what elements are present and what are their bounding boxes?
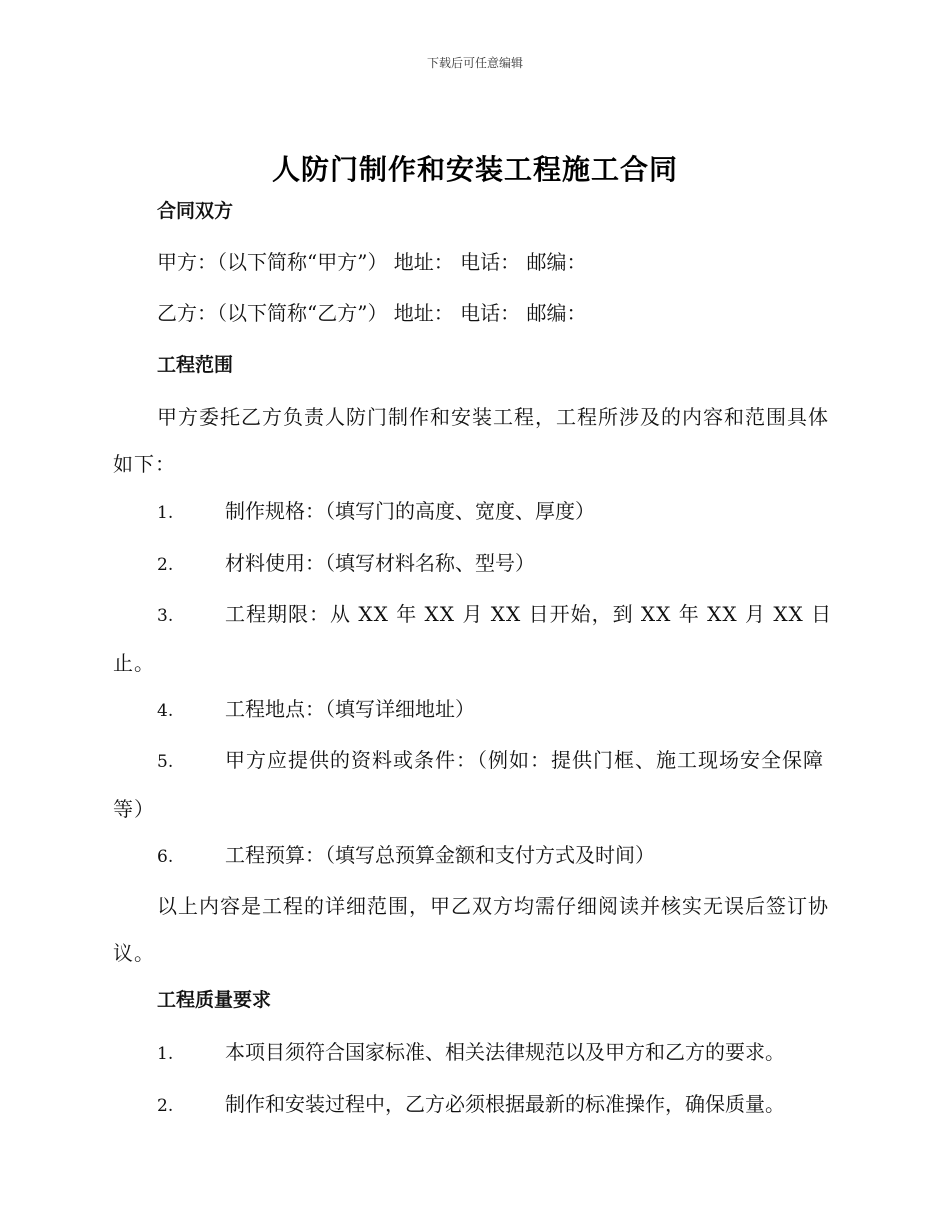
item-text: 本项目须符合国家标准、相关法律规范以及甲方和乙方的要求。 <box>225 1040 785 1064</box>
party-b-line: 乙方：（以下简称“乙方”） 地址： 电话： 邮编： <box>157 301 587 325</box>
item-number: 4. <box>157 701 174 721</box>
section-heading-parties: 合同双方 <box>157 200 234 222</box>
item-number: 6. <box>157 847 174 867</box>
scope-item <box>157 550 535 578</box>
section-heading-scope: 工程范围 <box>157 354 234 376</box>
scope-item <box>113 737 833 833</box>
item-text: 工程预算：（填写总预算金额和支付方式及时间） <box>225 843 655 867</box>
quality-item <box>157 1039 785 1067</box>
scope-closing-paragraph: 以上内容是工程的详细范围，甲乙双方均需仔细阅读并核实无误后签订协议。 <box>113 894 829 965</box>
item-number: 1. <box>157 1044 174 1064</box>
party-a-line: 甲方：（以下简称“甲方”） 地址： 电话： 邮编： <box>157 250 587 274</box>
scope-item <box>113 591 833 687</box>
item-text: 甲方应提供的资料或条件：（例如：提供门框、施工现场安全保障等） <box>113 748 824 821</box>
scope-item <box>157 498 595 526</box>
scope-intro-paragraph: 甲方委托乙方负责人防门制作和安装工程，工程所涉及的内容和范围具体如下： <box>113 405 829 476</box>
item-text: 制作规格：（填写门的高度、宽度、厚度） <box>225 499 595 523</box>
item-text: 材料使用：（填写材料名称、型号） <box>225 551 535 575</box>
item-text: 工程期限：从 XX 年 XX 月 XX 日开始，到 XX 年 XX 月 XX 日止。 <box>113 602 833 675</box>
section-heading-quality: 工程质量要求 <box>157 989 272 1011</box>
scope-item <box>157 696 475 724</box>
item-number: 2. <box>157 555 174 575</box>
header-note: 下载后可任意编辑 <box>426 56 523 70</box>
item-number: 1. <box>157 503 174 523</box>
item-text: 制作和安装过程中，乙方必须根据最新的标准操作，确保质量。 <box>225 1092 785 1116</box>
item-number: 3. <box>157 606 174 626</box>
contract-title: 人防门制作和安装工程施工合同 <box>271 153 678 186</box>
item-text: 工程地点：（填写详细地址） <box>225 697 475 721</box>
scope-item <box>157 842 655 870</box>
item-number: 5. <box>157 752 174 772</box>
item-number: 2. <box>157 1096 174 1116</box>
quality-item <box>157 1091 785 1119</box>
